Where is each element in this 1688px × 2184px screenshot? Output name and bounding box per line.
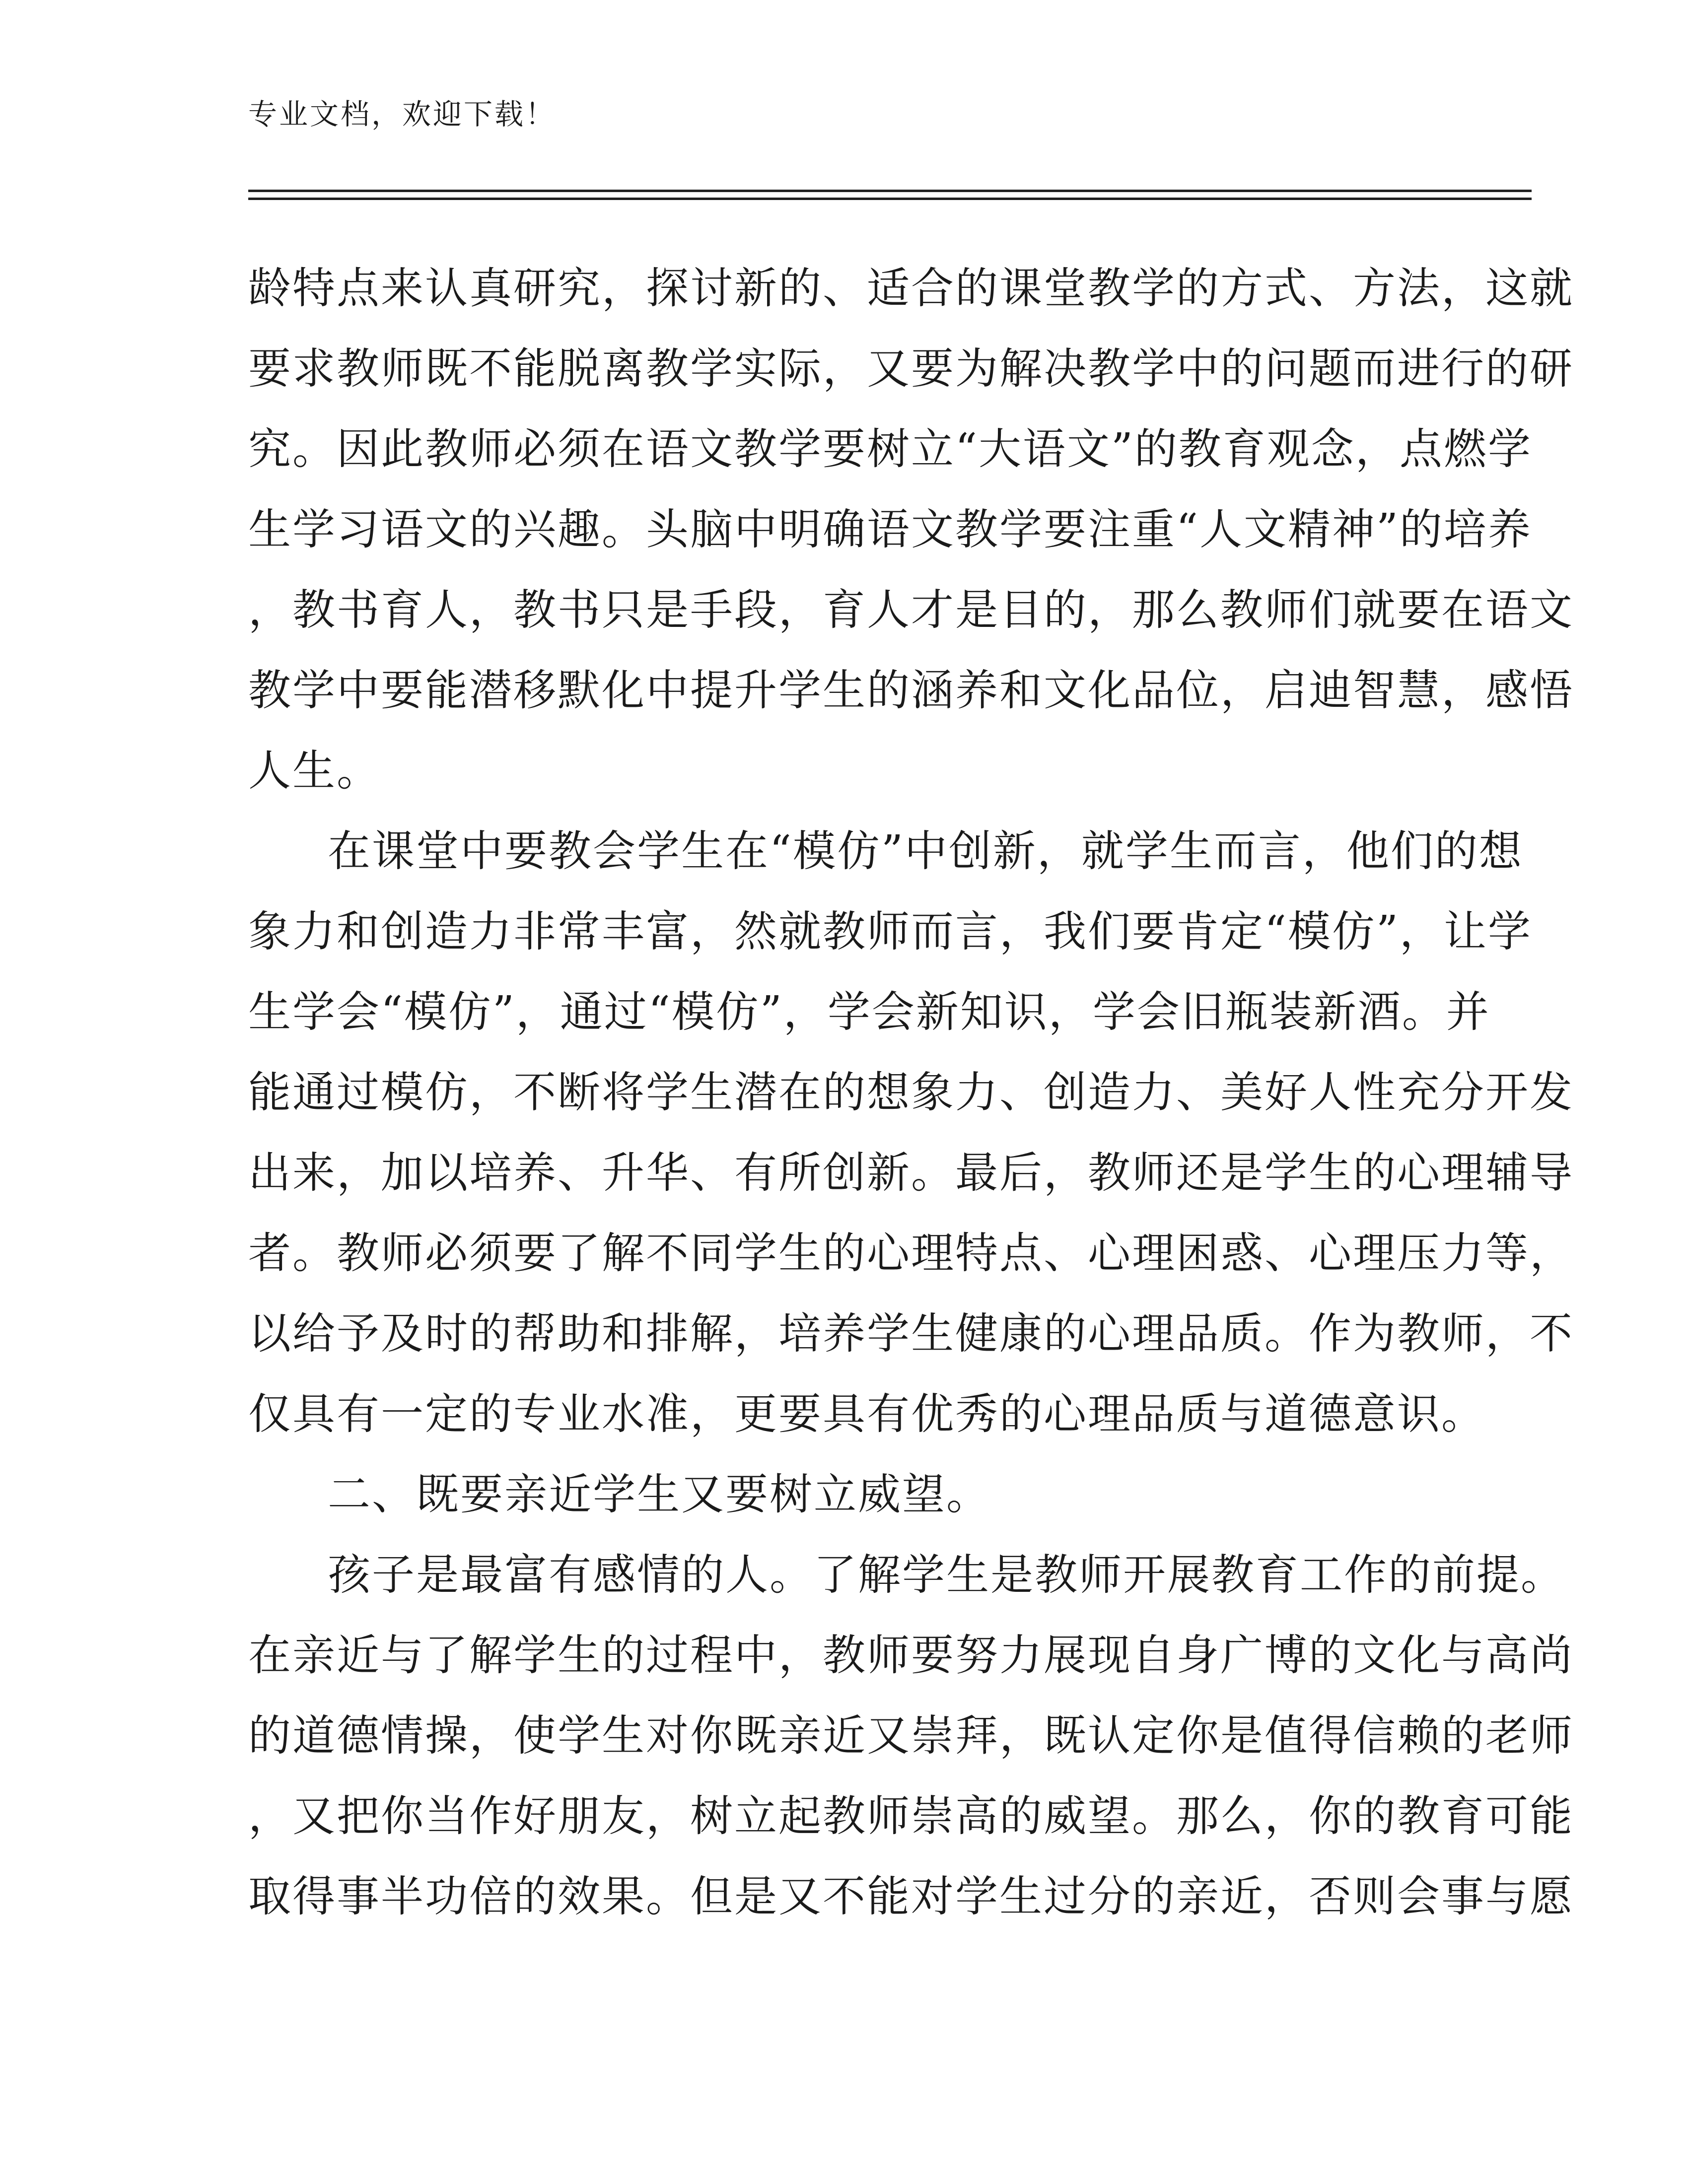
text-line: 的道德情操，使学生对你既亲近又崇拜，既认定你是值得信赖的老师: [248, 1711, 1574, 1761]
page-header: 专业文档，欢迎下载！: [248, 97, 557, 131]
header-divider-line: [248, 190, 1532, 192]
text-line: 龄特点来认真研究，探讨新的、适合的课堂教学的方式、方法，这就: [248, 264, 1574, 313]
text-line: 究。因此教师必须在语文教学要树立“大语文”的教育观念，点燃学: [248, 424, 1532, 474]
text-line: 教学中要能潜移默化中提升学生的涵养和文化品位，启迪智慧，感悟: [248, 666, 1574, 715]
body-text: [248, 248, 1574, 1937]
text-line: 生学会“模仿”，通过“模仿”，学会新知识，学会旧瓶装新酒。并: [248, 987, 1490, 1037]
text-line: 人生。: [248, 746, 381, 796]
text-line: 要求教师既不能脱离教学实际，又要为解决教学中的问题而进行的研: [248, 344, 1574, 394]
paragraph-first-line: 孩子是最富有感情的人。了解学生是教师开展教育工作的前提。: [328, 1550, 1565, 1600]
text-line: 能通过模仿，不断将学生潜在的想象力、创造力、美好人性充分开发: [248, 1068, 1574, 1117]
text-line: ，又把你当作好朋友，树立起教师崇高的威望。那么，你的教育可能: [248, 1791, 1574, 1841]
section-heading: 二、既要亲近学生又要树立威望。: [328, 1470, 990, 1519]
text-line: 者。教师必须要了解不同学生的心理特点、心理困惑、心理压力等，: [248, 1228, 1574, 1278]
text-line: 在亲近与了解学生的过程中，教师要努力展现自身广博的文化与高尚: [248, 1631, 1574, 1680]
header-divider-line: [248, 198, 1532, 200]
paragraph-first-line: 在课堂中要教会学生在“模仿”中创新，就学生而言，他们的想: [328, 826, 1523, 876]
text-line: ，教书育人，教书只是手段，育人才是目的，那么教师们就要在语文: [248, 585, 1574, 635]
text-line: 生学习语文的兴趣。头脑中明确语文教学要注重“人文精神”的培养: [248, 505, 1532, 554]
text-line: 象力和创造力非常丰富，然就教师而言，我们要肯定“模仿”，让学: [248, 907, 1532, 956]
text-line: 仅具有一定的专业水准，更要具有优秀的心理品质与道德意识。: [248, 1389, 1485, 1439]
text-line: 出来，加以培养、升华、有所创新。最后，教师还是学生的心理辅导: [248, 1148, 1574, 1198]
text-line: 以给予及时的帮助和排解，培养学生健康的心理品质。作为教师，不: [248, 1309, 1574, 1359]
text-line: 取得事半功倍的效果。但是又不能对学生过分的亲近，否则会事与愿: [248, 1872, 1574, 1921]
